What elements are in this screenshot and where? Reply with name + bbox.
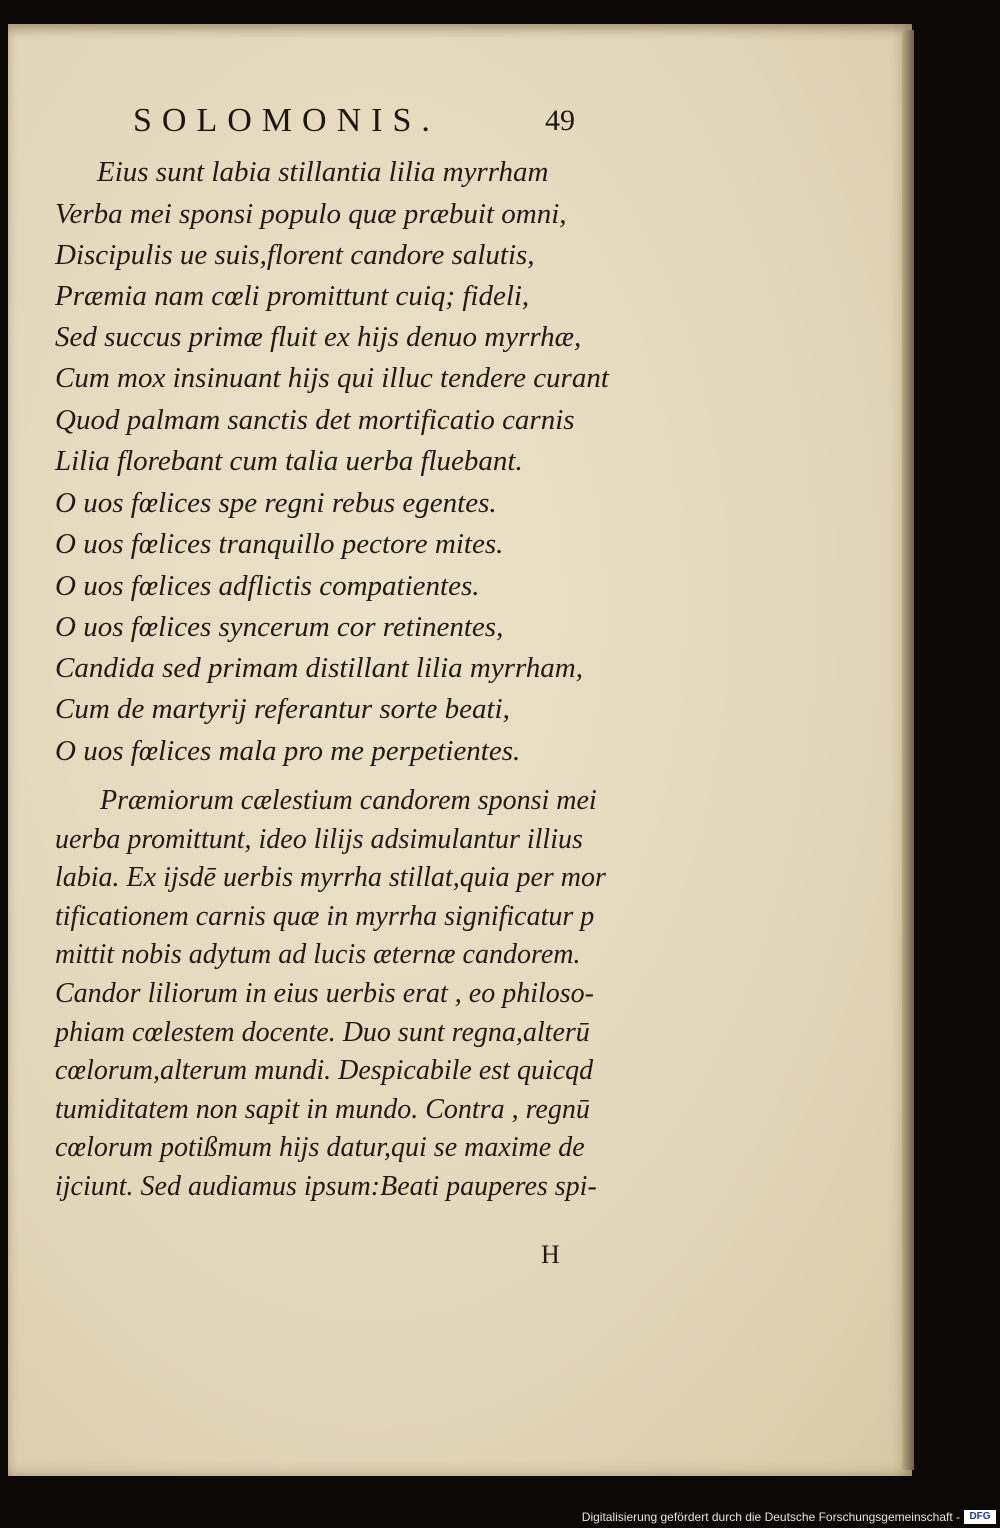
verse-line: Præmia nam cœli promittunt cuiq; fideli, — [55, 280, 530, 312]
verse-line: Cum de martyrij referantur sorte beati, — [55, 693, 510, 725]
verse-line: O uos fœlices spe regni rebus egentes. — [55, 487, 497, 519]
verse-line: Cum mox insinuant hijs qui illuc tendere curant — [55, 362, 609, 394]
verse-line: Quod palmam sanctis det mortificatio carnis — [55, 404, 575, 436]
verse-line: Verba mei sponsi populo quæ præbuit omni, — [55, 198, 567, 230]
dfg-logo-icon: DFG — [964, 1510, 996, 1524]
prose-line: tificationem carnis quæ in myrrha significatur p — [55, 900, 595, 932]
verse-line: O uos fœlices mala pro me perpetientes. — [55, 735, 521, 767]
prose-line: Candor liliorum in eius uerbis erat , eo philoso- — [55, 977, 594, 1009]
prose-line: Præmiorum cælestium candorem sponsi mei — [100, 785, 597, 816]
verse-line: Discipulis ue suis,florent candore salutis, — [55, 239, 535, 271]
verse-line: Lilia florebant cum talia uerba fluebant. — [55, 445, 523, 477]
prose-line: ijciunt. Sed audiamus ipsum:Beati pauperes spi- — [55, 1170, 597, 1202]
signature-mark: H — [541, 1240, 560, 1269]
verse-line: O uos fœlices adflictis compatientes. — [55, 570, 480, 602]
prose-line: mittit nobis adytum ad lucis æternæ candorem. — [55, 939, 581, 971]
verse-line: O uos fœlices syncerum cor retinentes, — [55, 611, 504, 643]
running-head: SOLOMONIS. — [133, 102, 440, 139]
folio-number: 49 — [545, 104, 575, 137]
verse-line: O uos fœlices tranquillo pectore mites. — [55, 528, 504, 560]
footer-bar — [0, 1508, 1000, 1528]
prose-line: tumiditatem non sapit in mundo. Contra , regnū — [55, 1093, 590, 1125]
page-edge — [902, 30, 914, 1470]
prose-line: uerba promittunt, ideo lilijs adsimulantur illius — [55, 823, 583, 855]
prose-paragraph — [55, 782, 635, 1207]
verse-line: Eius sunt labia stillantia lilia myrrham — [97, 156, 549, 188]
prose-line: cœlorum potißmum hijs datur,qui se maxime de — [55, 1132, 585, 1164]
footer-credit: Digitalisierung gefördert durch die Deutsche Forschungsgemeinschaft - — [581, 1510, 960, 1524]
prose-line: labia. Ex ijsdē uerbis myrrha stillat,quia per mor — [55, 862, 606, 894]
verse-line: Candida sed primam distillant lilia myrrham, — [55, 652, 583, 684]
prose-line: phiam cœlestem docente. Duo sunt regna,alterū — [55, 1016, 590, 1048]
prose-line: cœlorum,alterum mundi. Despicabile est quicqd — [55, 1055, 594, 1087]
verse-line: Sed succus primæ fluit ex hijs denuo myrrhæ, — [55, 321, 582, 353]
